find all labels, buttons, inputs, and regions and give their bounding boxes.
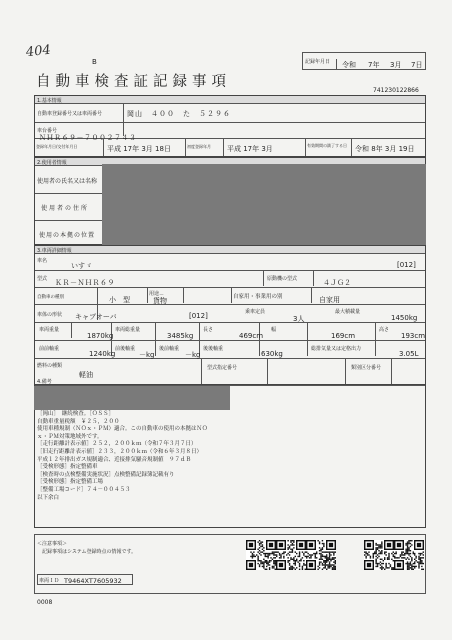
reg-number-value: 岡山 ４００ た ５２９６	[127, 110, 231, 118]
qr-code-5	[394, 540, 424, 570]
remark-line: ｘ・ＰＭ対策地域外です。	[37, 433, 103, 440]
use-label: 用途	[149, 291, 160, 297]
body-label: 車体の形状	[37, 312, 63, 318]
displacement-value: 3.05L	[399, 350, 419, 358]
remark-line: ［旧走行距離計表示値］２３３，２００ｋｍ（令和６年３月８日）	[37, 448, 203, 455]
doc-number: 741230122866	[373, 87, 419, 94]
gross-value: 3485kg	[167, 332, 194, 340]
gross-label: 車両総重量	[115, 327, 141, 333]
length-label: 長さ	[203, 327, 214, 333]
user-name-label: 使用者の氏名又は名称	[37, 178, 98, 185]
capacity-label: 乗車定員	[245, 309, 266, 315]
type-no-label: 型式指定番号	[207, 365, 238, 371]
first-year-value: 平成 17年 3月	[227, 145, 273, 153]
private-value: 自家用	[319, 296, 340, 304]
rr-axle-value: 630kg	[261, 350, 283, 358]
model-label: 型式	[37, 276, 48, 282]
make-value: いすゞ	[71, 262, 92, 270]
vehicle-id-value: T9464XT7605932	[64, 577, 122, 585]
rr-axle-label: 後後軸重	[203, 346, 224, 352]
record-date-year: 7年	[368, 61, 380, 69]
notice-text: 記録事項はシステム登録時点の情報です。	[42, 549, 137, 555]
qr-code-2	[276, 540, 306, 570]
displacement-label: 総排気量又は定格出力	[311, 346, 362, 352]
remark-line: ［整備工場コード］７４－００４５３	[37, 486, 131, 493]
form-code: B	[92, 58, 97, 66]
first-reg-label: 登録年月日/交付年月日	[36, 144, 78, 149]
vehicle-id-label: 車両ＩＤ	[39, 578, 60, 584]
first-year-label: 初度登録年月	[187, 144, 211, 149]
body-value: キャブオーバ	[75, 313, 117, 321]
body-code: [012]	[189, 312, 208, 320]
rf-axle-label: 後前軸重	[159, 346, 180, 352]
kind-label: 自動車の種別	[37, 295, 64, 300]
section4-header: 4.備考	[37, 379, 52, 385]
base-location-label: 使用の本拠の位置	[39, 232, 96, 239]
reg-number-label: 自動車登録番号又は車両番号	[37, 111, 103, 117]
remark-line: 平成１２年排出ガス規制適合、近接排気騒音規制値 ９７ｄＢ	[37, 456, 192, 463]
weight-value: 1870kg	[87, 332, 114, 340]
remarks-list	[37, 411, 208, 502]
chassis-label: 車台番号	[37, 128, 58, 134]
remark-line: ［走行距離計表示値］２５２，２００ｋｍ（令和７年３月７日）	[37, 441, 197, 448]
chassis-value: ＮＨＲ６９－７００２７４３	[39, 134, 137, 142]
remark-line: ［受検形態］指定整備車	[37, 464, 98, 471]
first-reg-value: 平成 17年 3月 18日	[107, 145, 171, 153]
record-date-label: 記録年月日	[305, 59, 331, 65]
class-no-label: 類別区分番号	[351, 365, 382, 371]
section-vehicle-details	[34, 245, 426, 385]
capacity-value: 3人	[293, 315, 305, 323]
private-label: 自家用・事業用の別	[233, 294, 283, 300]
height-label: 高さ	[379, 327, 390, 333]
section3-header: 3.車両詳細情報	[37, 248, 72, 254]
remark-line: 以下余白	[37, 494, 60, 501]
kind-dash: －	[159, 292, 165, 298]
max-load-label: 最大積載量	[335, 309, 361, 315]
section2-header: 2.使用者情報	[37, 160, 67, 166]
make-label: 車名	[37, 258, 48, 264]
width-label: 幅	[271, 327, 277, 333]
rf-axle-value: －kg	[185, 351, 201, 359]
remark-line: ［岡山］ 継続検査。［ＯＳＳ］	[37, 411, 115, 417]
remark-line: 使用車種規制（ＮＯｘ・ＰＭ）適合。この自動車の使用の本拠はＮＯ	[37, 426, 208, 433]
ff-axle-value: 1240kg	[89, 350, 116, 358]
remark-line: ［受検形態］指定整備工場	[37, 479, 104, 486]
record-date-era: 令和	[342, 61, 356, 69]
qr-code-1	[246, 540, 276, 570]
engine-value: ４ＪＧ２	[323, 279, 351, 287]
expiry-value: 令和 8年 3月 19日	[355, 145, 415, 153]
section-basic-info	[34, 95, 426, 157]
engine-label: 原動機の型式	[267, 276, 298, 282]
section1-header: 1.基本情報	[37, 98, 62, 104]
make-code: [012]	[397, 261, 416, 269]
redacted-user-info	[102, 164, 426, 245]
redacted-remarks	[34, 386, 230, 410]
weight-label: 車両重量	[39, 327, 60, 333]
kind-value: 小 型	[109, 296, 130, 304]
fuel-value: 軽油	[79, 371, 93, 379]
model-value: ＫＲ－ＮＨＲ６９	[55, 279, 115, 287]
remark-line: 自動車重量税額 ￥２５，２００	[37, 418, 120, 425]
notice-header: ＜注意事項＞	[37, 541, 68, 547]
handwritten-number: 404	[25, 42, 52, 61]
height-value: 193cm	[401, 332, 426, 340]
record-date-month: 3月	[390, 61, 402, 69]
page-title: 自動車検査証記録事項	[36, 74, 231, 90]
user-address-label: 使用者の住所	[41, 205, 90, 212]
length-value: 469cm	[239, 332, 264, 340]
max-load-value: 1450kg	[391, 314, 418, 322]
fuel-label: 燃料の種類	[37, 363, 63, 369]
fr-axle-label: 前後軸重	[115, 346, 136, 352]
qr-code-3	[306, 540, 336, 570]
remark-line: ［検査時の点検整備実施状況］点検整備記録簿記載有り	[37, 471, 175, 478]
record-date-day: 7日	[411, 61, 423, 69]
qr-code-4	[364, 540, 394, 570]
expiry-label: 有効期間の満了する日	[307, 143, 347, 148]
ff-axle-label: 前前軸重	[39, 346, 60, 352]
use-value: 貨物	[153, 297, 167, 305]
width-value: 169cm	[331, 332, 356, 340]
fr-axle-value: －kg	[139, 351, 155, 359]
page-code: 0008	[37, 599, 53, 606]
